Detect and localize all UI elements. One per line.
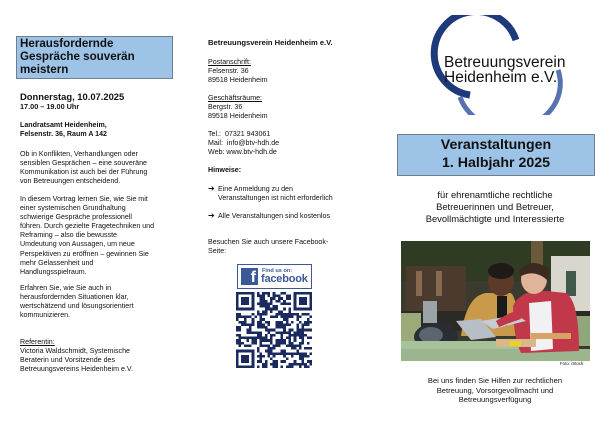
web-link[interactable]: Web: www.btv-hdh.de (208, 148, 277, 157)
logo-text-line-2: Heidenheim e.V. (444, 69, 558, 86)
facebook-icon: f (241, 268, 258, 285)
org-name: Betreuungsverein Heidenheim e.V. (208, 38, 333, 47)
contact-info (208, 130, 279, 157)
org-logo (430, 15, 570, 115)
phone: Tel.: 07321 943061 (208, 130, 271, 138)
event-title: Herausfordernde Gespräche souverän meistern (20, 37, 135, 76)
office-address: Geschäftsräume: Bergstr. 36 89518 Heidenheim (208, 94, 268, 121)
event-date: Donnerstag, 10.07.2025 (20, 91, 125, 102)
photo-two-men-laptop (401, 241, 590, 361)
qr-code-icon[interactable] (236, 292, 312, 368)
referent-block: Referentin: Victoria Waldschmidt, Systemische Beraterin und Vorsitzende des Betreuungsvereins Heidenheim e.V. (20, 338, 133, 374)
right-arrow-icon: ➔ (208, 211, 215, 220)
description-paragraph-3: Erfahren Sie, wie Sie auch in herausfordernden Situationen klar, wertschätzend und lösungsorientiert kommunizieren. (20, 284, 134, 320)
audience-subtitle: für ehrenamtliche rechtliche Betreuerinnen und Betreuer, Bevollmächtigte und Interessierte (425, 189, 565, 225)
note-item: ➔ Eine Anmeldung zu den Veranstaltungen ist nicht erforderlich (208, 184, 333, 203)
referent-label: Referentin: (20, 338, 55, 346)
description-paragraph-1: Ob in Konflikten, Verhandlungen oder sensiblen Gesprächen – eine souveräne Kommunikation ist auch bei der Führung von Betreuungen entscheidend. (20, 150, 148, 186)
note-item: ➔ Alle Veranstaltungen sind kostenlos (208, 211, 330, 220)
right-arrow-icon: ➔ (208, 184, 215, 193)
event-location: Landratsamt Heidenheim, Felsenstr. 36, Raum A 142 (20, 121, 108, 139)
notes-heading: Hinweise: (208, 166, 242, 174)
postal-address: Postanschrift: Felsenstr. 36 89518 Heidenheim (208, 58, 268, 85)
event-time: 17.00 – 19.00 Uhr (20, 102, 80, 111)
description-paragraph-2: In diesem Vortrag lernen Sie, wie Sie mit einer systemischen Grundhaltung schwierige Gespräche professionell führen. Durch gezielte Fragetechniken und Reframing – also die bewusste Umdeutung von Aussagen, um neue Perspektiven zu eröffnen – gewinnen Sie mehr Gelassenheit und Handlungsspielraum. (20, 195, 155, 276)
email-link[interactable]: Mail: info@btv-hdh.de (208, 139, 280, 148)
photo-credit: Foto: iStock (560, 361, 584, 366)
services-text: Bei uns finden Sie Hilfen zur rechtlichen Betreuung, Vorsorgevollmacht und Betreuungsverfügung (427, 376, 563, 404)
logo-text-line-1: Betreuungsverein (444, 54, 566, 71)
facebook-invite: Besuchen Sie auch unsere Facebook- Seite: (208, 238, 329, 256)
facebook-badge[interactable]: f Find us on: facebook (237, 264, 312, 289)
brochure-title: Veranstaltungen 1. Halbjahr 2025 (440, 137, 552, 171)
